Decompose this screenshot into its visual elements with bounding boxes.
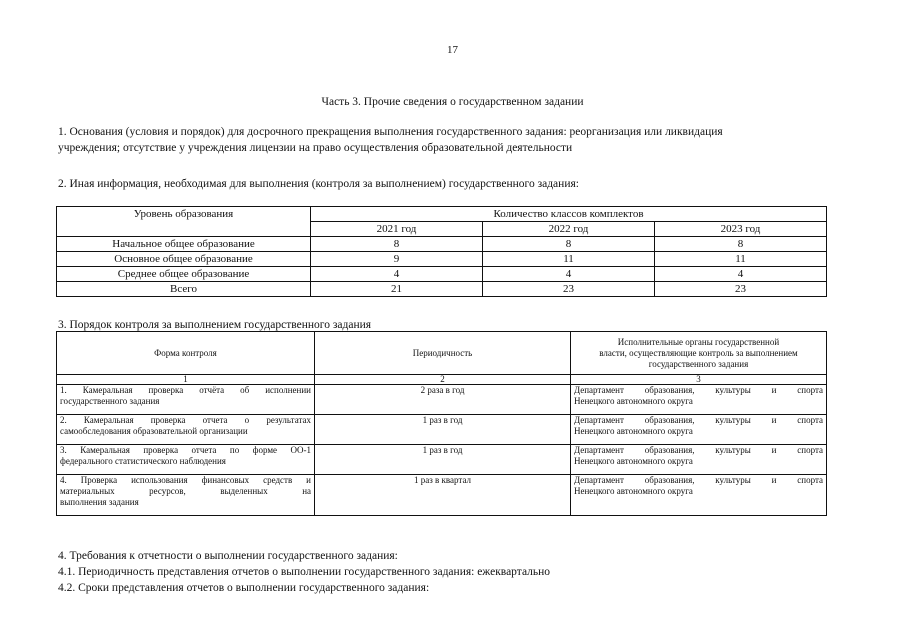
cell-value: 4 <box>311 267 483 282</box>
cell-value: 23 <box>655 282 827 297</box>
section-4-item-2: 4.2. Сроки представления отчетов о выполнении государственного задания: <box>58 582 430 594</box>
cell-value: 4 <box>483 267 655 282</box>
cell-organ-line: Департамент образования, культуры и спорта <box>574 445 823 455</box>
table-header-row <box>57 332 827 375</box>
col-header-organ <box>571 332 827 375</box>
col-header-organ-line: Исполнительные органы государственной <box>617 336 780 347</box>
page-number: 17 <box>447 44 458 56</box>
table-row <box>57 267 827 282</box>
section-2-text: 2. Иная информация, необходимая для выполнения (контроля за выполнением) государственного задания: <box>58 178 579 190</box>
cell-organ-line: Департамент образования, культуры и спорта <box>574 415 823 425</box>
section-1-line-2: учреждения; отсутствие у учреждения лицензии на право осуществления образовательной деятельности <box>58 142 573 154</box>
cell-organ-line: Ненецкого автономного округа <box>574 456 693 466</box>
cell-form <box>57 475 315 516</box>
cell-organ <box>571 415 827 445</box>
cell-form-line: 2. Камеральная проверка отчета о результатах <box>60 415 311 425</box>
col-header-organ-line: власти, осуществляющие контроль за выполнением <box>599 347 798 358</box>
cell-form <box>57 445 315 475</box>
cell-form-line: 1. Камеральная проверка отчёта об исполнении <box>60 385 311 395</box>
cell-period: 2 раза в год <box>315 385 571 415</box>
cell-value: 11 <box>655 252 827 267</box>
column-number-row <box>57 375 827 385</box>
table-row <box>57 445 827 475</box>
cell-value: 8 <box>655 237 827 252</box>
cell-organ <box>571 475 827 516</box>
cell-organ <box>571 385 827 415</box>
row-level: Основное общее образование <box>57 252 311 267</box>
cell-value: 8 <box>311 237 483 252</box>
cell-organ-line: Департамент образования, культуры и спорта <box>574 475 823 485</box>
cell-form-line: 3. Камеральная проверка отчета по форме ОО-1 <box>60 445 311 455</box>
row-level: Начальное общее образование <box>57 237 311 252</box>
cell-form-line: 4. Проверка использования финансовых средств и <box>60 475 311 485</box>
table-row <box>57 385 827 415</box>
cell-form-line: самообследования образовательной организации <box>60 426 248 436</box>
cell-organ-line: Ненецкого автономного округа <box>574 396 693 406</box>
col-header-year: 2021 год <box>311 222 483 237</box>
cell-value: 4 <box>655 267 827 282</box>
col-header-group: Количество классов комплектов <box>311 207 827 222</box>
table-header-row <box>57 207 827 222</box>
table-row <box>57 252 827 267</box>
cell-value: 9 <box>311 252 483 267</box>
table-row <box>57 415 827 445</box>
cell-organ <box>571 445 827 475</box>
cell-period: 1 раз в квартал <box>315 475 571 516</box>
col-header-form: Форма контроля <box>57 332 315 375</box>
control-table <box>56 331 827 516</box>
cell-form-line: выполнения задания <box>60 497 139 507</box>
cell-period: 1 раз в год <box>315 415 571 445</box>
section-1-line-1: 1. Основания (условия и порядок) для досрочного прекращения выполнения государственного задания: реорганизация или ликвидация <box>58 126 723 138</box>
cell-form-line: материальных ресурсов, выделенных на <box>60 486 311 496</box>
col-header-year: 2022 год <box>483 222 655 237</box>
col-header-level: Уровень образования <box>57 207 311 237</box>
row-level: Всего <box>57 282 311 297</box>
cell-organ-line: Департамент образования, культуры и спорта <box>574 385 823 395</box>
col-header-organ-line: государственного задания <box>648 358 749 369</box>
cell-value: 21 <box>311 282 483 297</box>
cell-value: 23 <box>483 282 655 297</box>
section-1-text <box>58 124 828 156</box>
class-count-table <box>56 206 827 297</box>
cell-organ-line: Ненецкого автономного округа <box>574 426 693 436</box>
table-row <box>57 237 827 252</box>
page-title: Часть 3. Прочие сведения о государственном задании <box>321 96 584 108</box>
column-number: 1 <box>57 375 315 385</box>
col-header-year: 2023 год <box>655 222 827 237</box>
section-4-text: 4. Требования к отчетности о выполнении государственного задания: <box>58 550 398 562</box>
cell-period: 1 раз в год <box>315 445 571 475</box>
cell-value: 11 <box>483 252 655 267</box>
col-header-period: Периодичность <box>315 332 571 375</box>
cell-form-line: федерального статистического наблюдения <box>60 456 226 466</box>
cell-form <box>57 385 315 415</box>
section-4-item-1: 4.1. Периодичность представления отчетов о выполнении государственного задания: ежеквартально <box>58 566 551 578</box>
cell-value: 8 <box>483 237 655 252</box>
cell-organ-line: Ненецкого автономного округа <box>574 486 693 496</box>
cell-form-line: государственного задания <box>60 396 160 406</box>
row-level: Среднее общее образование <box>57 267 311 282</box>
table-row <box>57 475 827 516</box>
column-number: 2 <box>315 375 571 385</box>
section-3-text: 3. Порядок контроля за выполнением государственного задания <box>58 319 372 331</box>
column-number: 3 <box>571 375 827 385</box>
cell-form <box>57 415 315 445</box>
table-row-total <box>57 282 827 297</box>
